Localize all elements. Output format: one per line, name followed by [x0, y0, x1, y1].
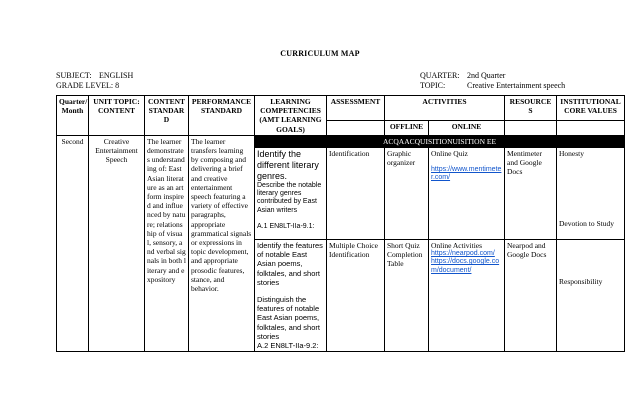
mentimeter-link[interactable]: https://www.mentimeter.com/	[431, 166, 502, 182]
competency-1-desc: Describe the notable literary genres contributed by East Asian writers	[257, 182, 322, 214]
competency-1-title: Identify the different literary genres.	[257, 149, 319, 182]
value-devotion: Devotion to Study	[559, 219, 615, 229]
header-quarter: Quarter/ Month	[57, 96, 89, 136]
assessment-2-cell: Multiple Choice Identification	[327, 240, 385, 352]
unit-topic-cell: Creative Entertainment Speech	[89, 135, 145, 351]
header-content-standard: CONTENT STANDAR D	[145, 96, 189, 136]
assessment-blank	[327, 121, 385, 135]
values-1-cell	[557, 148, 625, 240]
header-offline: OFFLINE	[385, 121, 429, 135]
offline-1-cell: Graphic organizer	[385, 148, 429, 240]
google-docs-link[interactable]: https://docs.google.com/document/	[431, 258, 500, 274]
online-2-label: Online Activities	[431, 241, 483, 251]
quarter-label: QUARTER:	[420, 71, 460, 80]
resources-2-cell: Nearpod and Google Docs	[505, 240, 557, 352]
header-online: ONLINE	[429, 121, 505, 135]
grade-line: GRADE LEVEL: 8	[56, 81, 120, 90]
curriculum-table	[56, 95, 625, 352]
quarter-cell: Second	[57, 135, 89, 351]
competency-2-a: Identify the features of notable East Asian poems, folktales, and short stories	[257, 241, 323, 287]
nearpod-link[interactable]: https://nearpod.com/	[431, 250, 495, 258]
resources-1-cell: Mentimeter and Google Docs	[505, 148, 557, 240]
subject-value: ENGLISH	[99, 71, 134, 80]
subject-line	[56, 71, 133, 81]
value-responsibility: Responsibility	[559, 277, 603, 287]
competency-2-b: Distinguish the features of notable East Asian poems, folktales, and short stories	[257, 295, 320, 341]
value-honesty: Honesty	[559, 149, 584, 159]
online-2-cell	[429, 240, 505, 352]
values-blank	[557, 121, 625, 135]
header-performance-standard: PERFORMANCE STANDARD	[189, 96, 255, 136]
online-1-cell	[429, 148, 505, 240]
topic-label: TOPIC:	[420, 81, 446, 90]
offline-2-cell: Short Quiz Completion Table	[385, 240, 429, 352]
header-activities: ACTIVITIES	[385, 96, 505, 121]
header-resources: RESOURCE S	[505, 96, 557, 121]
topic-line	[420, 81, 565, 91]
assessment-1-cell: Identification	[327, 148, 385, 240]
header-row	[57, 96, 625, 121]
quarter-value: 2nd Quarter	[467, 71, 506, 80]
topic-value: Creative Entertainment speech	[467, 81, 566, 90]
banner-row	[57, 135, 625, 147]
competency-2-cell	[255, 240, 327, 352]
subject-label: SUBJECT:	[56, 71, 92, 80]
competency-1-cell	[255, 148, 327, 240]
acquisition-banner: ACQAACQUISITIONUISITION EE	[255, 135, 625, 147]
competency-2-code: A.2 EN8LT-IIa-9.2:	[257, 341, 319, 351]
header-unit-topic: UNIT TOPIC: CONTENT	[89, 96, 145, 136]
header-learning-competencies: LEARNING COMPETENCIES (AMT LEARNING GOALS)	[255, 96, 327, 136]
performance-standard-cell: The learner transfers learning by composing and delivering a brief and creative entertainment speech featuring a variety of effective paragraphs, appropriate grammatical signals or expressions in topic development, and appropriate prosodic features, stance, and behavior.	[189, 135, 255, 351]
header-core-values: INSTITUTIONAL CORE VALUES	[557, 96, 625, 121]
online-1-label: Online Quiz	[431, 149, 468, 159]
content-standard-cell: The learner demonstrates understanding of: East Asian literature as an art form inspired and influenced by nature; relationship of visual, sensory, and verbal signals in both literary and expository	[145, 135, 189, 351]
values-2-cell	[557, 240, 625, 352]
document-title: CURRICULUM MAP	[280, 49, 360, 58]
quarter-line	[420, 71, 505, 81]
header-assessment: ASSESSMENT	[327, 96, 385, 121]
resources-blank	[505, 121, 557, 135]
competency-1-code: A.1 EN8LT-IIa-9.1:	[257, 222, 315, 230]
